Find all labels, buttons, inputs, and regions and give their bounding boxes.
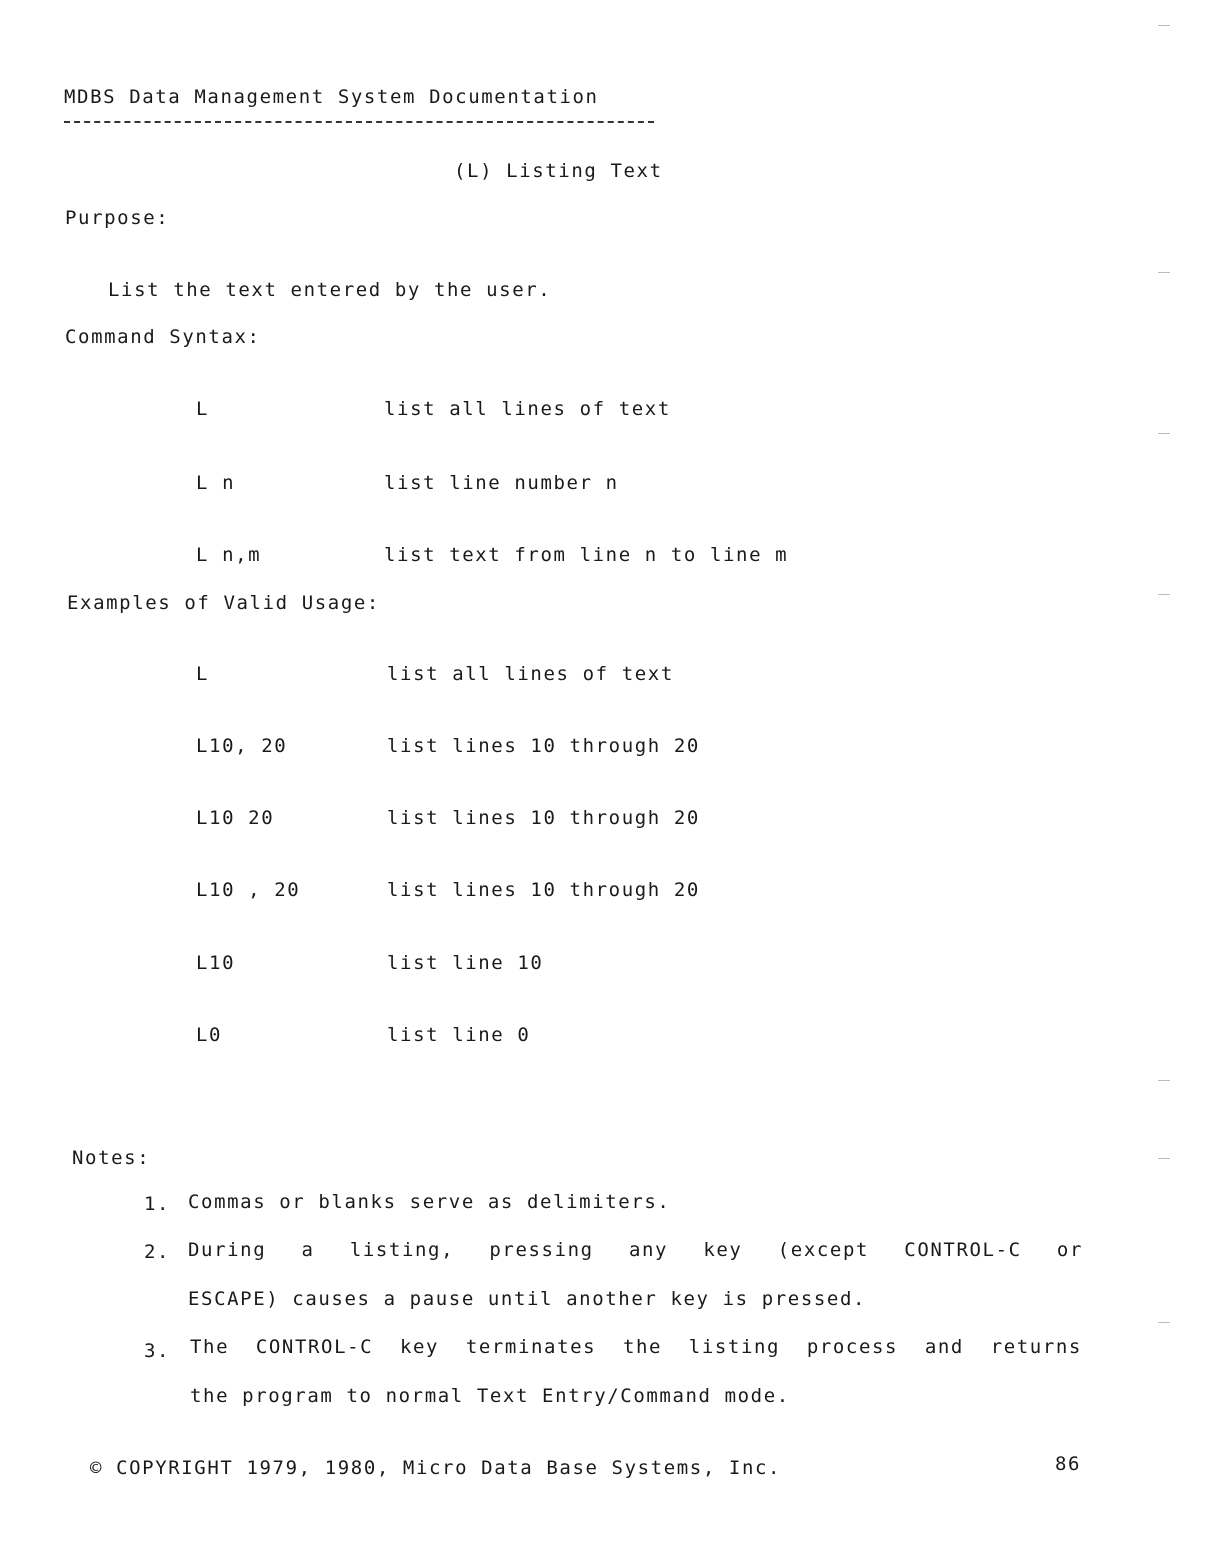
scan-margin-mark xyxy=(1158,1322,1170,1323)
note-text-line: ESCAPE) causes a pause until another key is pressed. xyxy=(188,1288,867,1310)
example-command: L10 20 xyxy=(196,807,275,829)
purpose-heading: Purpose: xyxy=(65,207,170,229)
example-command: L10 , 20 xyxy=(196,879,301,901)
note-word: key xyxy=(703,1239,743,1261)
scan-margin-mark xyxy=(1158,1080,1170,1081)
example-command: L10, 20 xyxy=(196,735,288,757)
note-number: 3. xyxy=(144,1340,171,1362)
note-word: the xyxy=(622,1336,663,1358)
note-text: Commas or blanks serve as delimiters. xyxy=(188,1191,671,1213)
note-word: CONTROL-C xyxy=(255,1336,374,1358)
scan-margin-mark xyxy=(1158,594,1170,595)
syntax-description: list all lines of text xyxy=(384,398,671,420)
note-word: listing xyxy=(688,1336,781,1358)
example-description: list lines 10 through 20 xyxy=(387,879,700,901)
syntax-command: L n,m xyxy=(196,544,262,566)
example-description: list lines 10 through 20 xyxy=(387,807,700,829)
note-text-line xyxy=(188,1239,1083,1261)
example-description: list line 10 xyxy=(387,952,544,974)
header-dashed-underline xyxy=(64,121,654,123)
notes-heading: Notes: xyxy=(72,1147,151,1169)
note-number: 1. xyxy=(144,1193,171,1215)
note-word: (except xyxy=(777,1239,870,1261)
scan-margin-mark xyxy=(1158,1158,1170,1159)
example-command: L0 xyxy=(196,1024,223,1046)
scan-margin-mark xyxy=(1158,25,1170,26)
note-word: process xyxy=(806,1336,899,1358)
scan-margin-mark xyxy=(1158,272,1170,273)
note-word: CONTROL-C xyxy=(904,1239,1022,1261)
example-description: list lines 10 through 20 xyxy=(387,735,700,757)
note-text-line: the program to normal Text Entry/Command mode. xyxy=(190,1385,790,1407)
copyright-footer: © COPYRIGHT 1979, 1980, Micro Data Base Systems, Inc. xyxy=(90,1457,782,1479)
note-word: terminates xyxy=(465,1336,597,1358)
syntax-heading: Command Syntax: xyxy=(65,326,261,348)
page-number: 86 xyxy=(1055,1453,1082,1475)
example-command: L10 xyxy=(196,952,236,974)
example-description: list line 0 xyxy=(387,1024,531,1046)
note-word: or xyxy=(1056,1239,1083,1261)
note-word: returns xyxy=(990,1336,1082,1358)
syntax-description: list line number n xyxy=(384,472,619,494)
syntax-command: L n xyxy=(196,472,236,494)
note-word: During xyxy=(188,1239,267,1261)
document-header-title: MDBS Data Management System Documentation xyxy=(64,86,599,108)
note-word: The xyxy=(190,1336,230,1358)
scan-margin-mark xyxy=(1158,433,1170,434)
syntax-command: L xyxy=(196,398,210,420)
note-number: 2. xyxy=(144,1241,171,1263)
note-word: a xyxy=(301,1239,315,1261)
section-title: (L) Listing Text xyxy=(454,160,663,182)
note-word: any xyxy=(628,1239,669,1261)
note-word: pressing xyxy=(489,1239,594,1261)
note-word: listing, xyxy=(349,1239,455,1261)
note-word: and xyxy=(924,1336,964,1358)
purpose-text: List the text entered by the user. xyxy=(108,279,552,301)
note-word: key xyxy=(399,1336,440,1358)
examples-heading: Examples of Valid Usage: xyxy=(67,592,380,614)
example-command: L xyxy=(196,663,210,685)
example-description: list all lines of text xyxy=(387,663,674,685)
syntax-description: list text from line n to line m xyxy=(384,544,789,566)
note-text-line xyxy=(190,1336,1082,1358)
